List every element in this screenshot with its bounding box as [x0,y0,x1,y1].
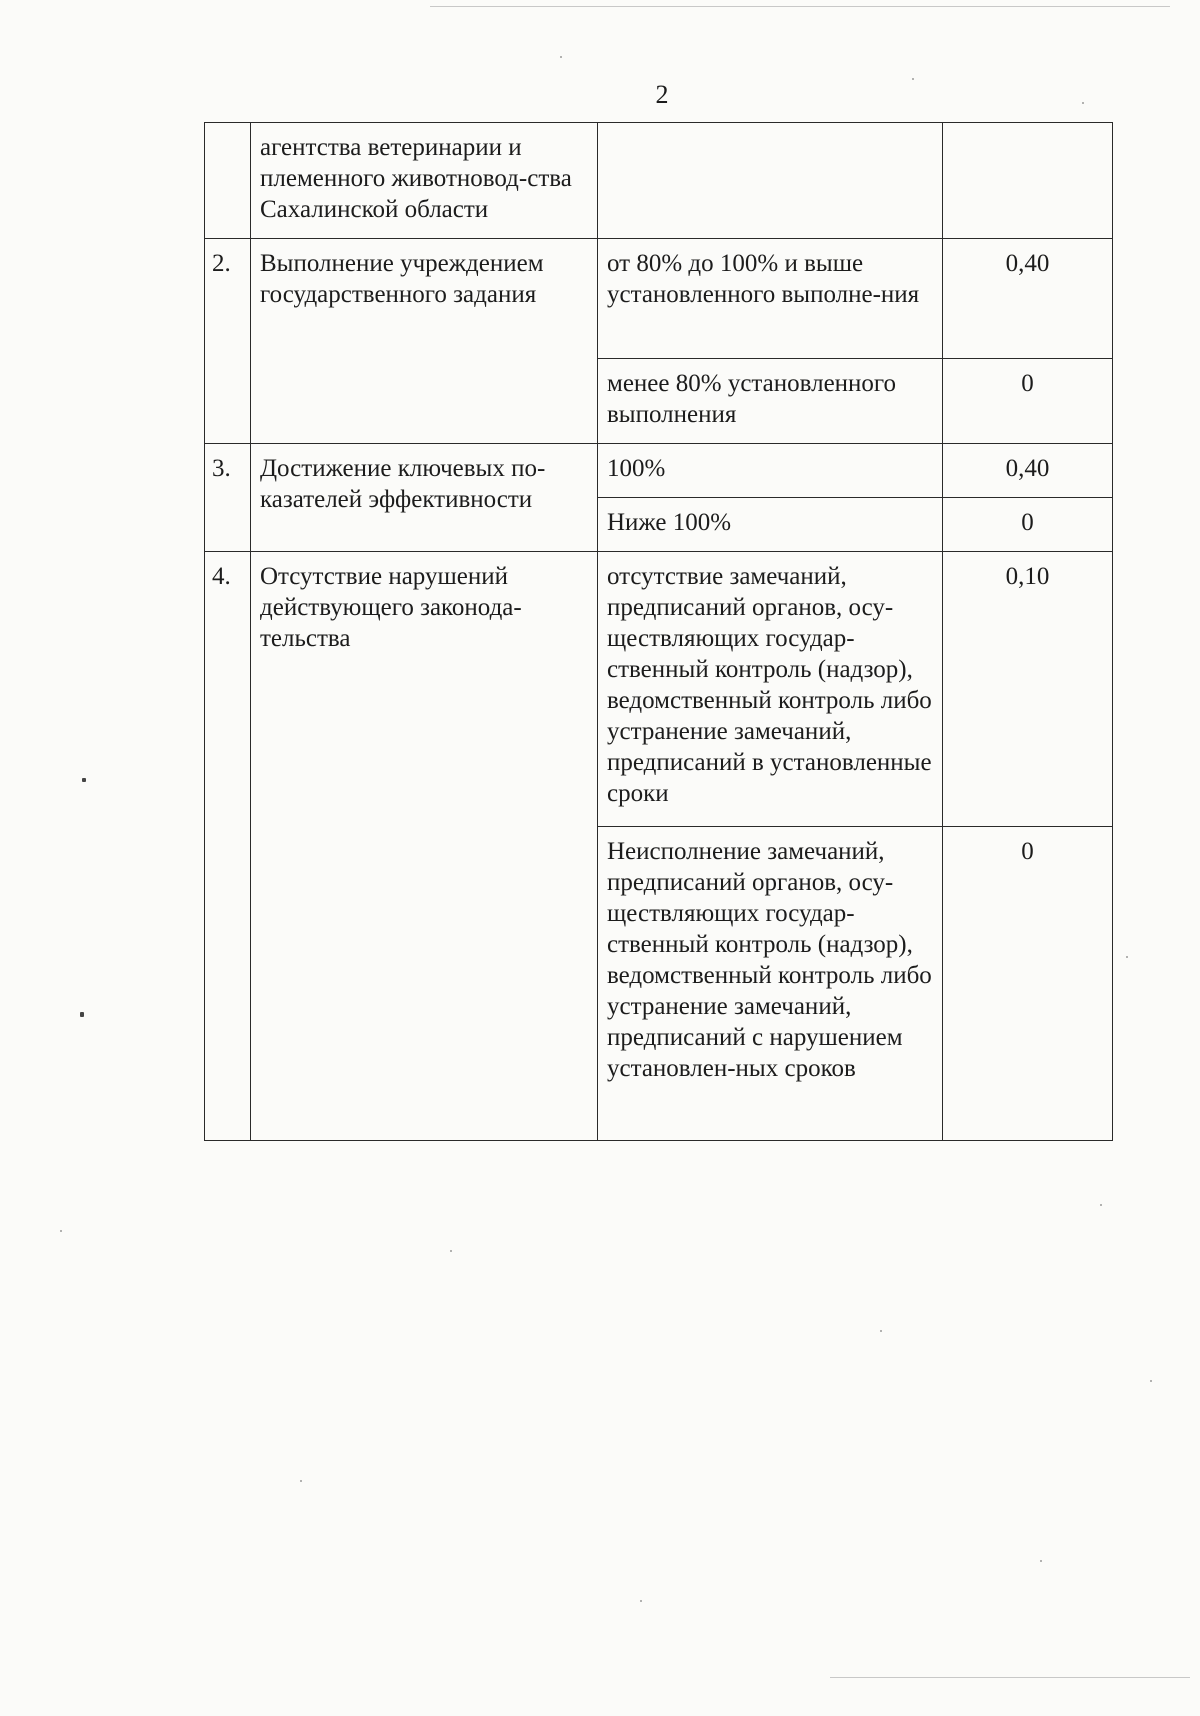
condition-cell [598,123,943,239]
scan-speck [1100,1204,1102,1206]
value-cell: 0,40 [943,239,1113,359]
table-row [205,123,1113,239]
scan-edge-line-bottom [830,1677,1190,1678]
condition-cell: отсутствие замечаний, предписаний органов, осу-ществляющих государ-ственный контроль (надзор), ведомственный контроль либо устранение замечаний, предписаний в установленные сроки [598,552,943,827]
scan-speck [912,78,914,80]
scan-speck [1150,1380,1152,1382]
table-row [205,239,1113,359]
row-number: 4. [205,552,251,1141]
criterion-cell: Отсутствие нарушений действующего законода-тельства [251,552,598,1141]
value-cell: 0,10 [943,552,1113,827]
scan-speck [1126,956,1128,958]
table-row [205,552,1113,827]
scan-speck [1040,1560,1042,1562]
scan-speck [82,778,86,782]
criterion-cell: Достижение ключевых по-казателей эффективности [251,444,598,552]
row-number: 2. [205,239,251,444]
scan-speck [560,56,562,58]
row-number [205,123,251,239]
value-cell [943,123,1113,239]
scan-edge-line-top [430,6,1170,7]
value-cell: 0 [943,498,1113,552]
criterion-cell: агентства ветеринарии и племенного животновод-ства Сахалинской области [251,123,598,239]
value-cell: 0 [943,359,1113,444]
condition-cell: Неисполнение замечаний, предписаний органов, осу-ществляющих государ-ственный контроль (надзор), ведомственный контроль либо устранение замечаний, предписаний с нарушением установлен-ных сроков [598,827,943,1141]
scan-speck [1082,102,1084,104]
condition-cell: от 80% до 100% и выше установленного выполне-ния [598,239,943,359]
scan-speck [80,1012,84,1017]
criterion-cell: Выполнение учреждением государственного задания [251,239,598,444]
scan-speck [450,1250,452,1252]
scan-speck [60,1230,62,1232]
value-cell: 0,40 [943,444,1113,498]
table-row [205,444,1113,498]
condition-cell: 100% [598,444,943,498]
condition-cell: менее 80% установленного выполнения [598,359,943,444]
condition-cell: Ниже 100% [598,498,943,552]
row-number: 3. [205,444,251,552]
page-number: 2 [655,80,669,109]
scan-speck [640,1600,642,1602]
scan-speck [880,1330,882,1332]
value-cell: 0 [943,827,1113,1141]
criteria-table [204,122,1113,1141]
scan-speck [300,1480,302,1482]
